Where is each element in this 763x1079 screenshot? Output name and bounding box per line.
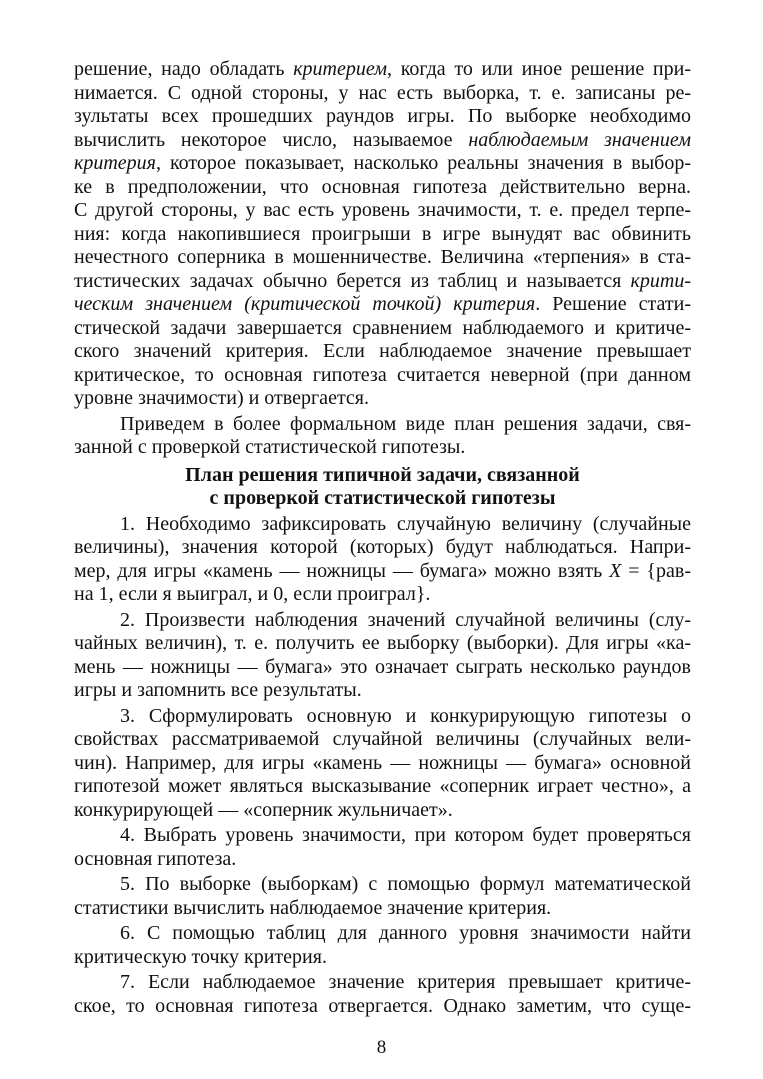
text-line: на 1, если я выиграл, и 0, если проиграл}. (74, 583, 431, 605)
text-line: уровне значимости) и отвергается. (74, 387, 369, 409)
text-line: 5. По выборке (выборкам) с помощью формул математической (120, 873, 691, 895)
text-line: зультаты всех прошедших раундов игры. По выборке необходимо (74, 105, 691, 127)
heading-line: с проверкой статистической гипотезы (209, 487, 556, 509)
heading-line: План решения типичной задачи, связанной (185, 463, 580, 486)
text-line: нечестного соперника в мошенничестве. Величина «терпения» в ста- (74, 246, 691, 268)
step-4 (74, 824, 691, 871)
text-line: мень — ножницы — бумага» это означает сыграть несколько раундов (74, 655, 691, 678)
step-5 (74, 873, 691, 920)
text-line: ке в предположении, что основная гипотеза действительно верна. (74, 175, 691, 198)
page-body (74, 58, 691, 1020)
text-line: основная гипотеза. (74, 847, 237, 870)
text-line: критическое, то основная гипотеза считается неверной (при данном (74, 363, 691, 386)
text-line: чайных величин), т. е. получить ее выборку (выборки). Для игры «ка- (74, 632, 691, 654)
page-number: 8 (376, 1037, 387, 1058)
text-line: решение, надо обладать критерием, когда то или иное решение при- (74, 58, 691, 80)
text-line: конкурирующей — «соперник жульничает». (74, 798, 453, 821)
italic-term: критерием (293, 58, 388, 80)
section-heading (74, 464, 691, 511)
text-line: ского значений критерия. Если наблюдаемое значение превышает (74, 340, 691, 362)
italic-term: критерия (74, 152, 156, 174)
text-line: занной с проверкой статистической гипотезы. (74, 436, 466, 458)
step-7 (74, 971, 691, 1018)
step-1 (74, 513, 691, 607)
italic-variable: X (609, 559, 622, 582)
text-line: С другой стороны, у вас есть уровень значимости, т. е. предел терпе- (74, 199, 691, 221)
text-line: ское, то основная гипотеза отвергается. Однако заметим, что суще- (74, 994, 691, 1017)
paragraph-transition (74, 413, 691, 460)
text-line: величины), значения которой (которых) будут наблюдаться. Напри- (74, 536, 691, 558)
text-line: 4. Выбрать уровень значимости, при котором будет проверяться (120, 824, 691, 846)
text-line: критическую точку критерия. (74, 945, 327, 968)
step-3 (74, 705, 691, 823)
text-line: стической задачи завершается сравнением наблюдаемого и критиче- (74, 316, 691, 339)
text-line: 6. С помощью таблиц для данного уровня значимости найти (120, 922, 691, 944)
text-line: критерия, которое показывает, насколько реальны значения в выбор- (74, 152, 691, 174)
italic-term: ческим значением (критической точкой) критерия (74, 293, 536, 315)
text-line: гипотезой может являться высказывание «соперник играет честно», а (74, 775, 691, 797)
step-2 (74, 609, 691, 703)
paragraph-intro (74, 58, 691, 411)
italic-term: наблюдаемым значением (468, 128, 691, 151)
text-line: нимается. С одной стороны, у нас есть выборка, т. е. записаны ре- (74, 81, 691, 104)
italic-term: крити- (630, 269, 691, 292)
text-line: 1. Необходимо зафиксировать случайную величину (случайные (120, 512, 691, 535)
text-line: Приведем в более формальном виде план решения задачи, свя- (120, 412, 691, 435)
text-line: игры и запомнить все результаты. (74, 679, 362, 701)
text-line: 2. Произвести наблюдения значений случайной величины (слу- (120, 608, 691, 631)
text-line: мер, для игры «камень — ножницы — бумага» можно взять X = {рав- (74, 559, 691, 582)
text-line: ческим значением (критической точкой) критерия. Решение стати- (74, 293, 692, 315)
step-6 (74, 922, 691, 969)
text-line: статистики вычислить наблюдаемое значение критерия. (74, 896, 552, 919)
text-line: тистических задачах обычно берется из таблиц и называется крити- (74, 269, 691, 292)
text-line: 3. Сформулировать основную и конкурирующую гипотезы о (120, 704, 691, 727)
text-line: ния: когда накопившиеся проигрыши в игре вынудят вас обвинить (74, 222, 691, 245)
text-line: чин). Например, для игры «камень — ножницы — бумага» основной (74, 751, 691, 774)
text-line: вычислить некоторое число, называемое наблюдаемым значением (74, 128, 691, 151)
text-line: 7. Если наблюдаемое значение критерия превышает критиче- (120, 971, 691, 993)
text-line: свойствах рассматриваемой случайной величины (случайных вели- (74, 728, 691, 750)
